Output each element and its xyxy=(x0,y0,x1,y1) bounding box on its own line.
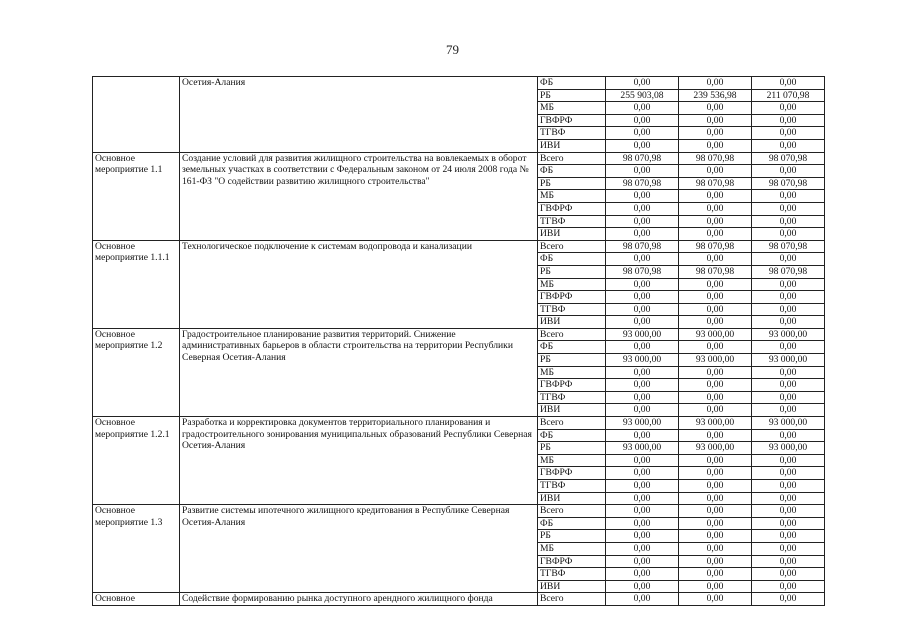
amount-cell-year-3: 0,00 xyxy=(752,77,825,90)
funding-source-cell: РБ xyxy=(538,530,606,543)
table-row xyxy=(93,505,825,518)
amount-cell-year-2: 93 000,00 xyxy=(679,417,752,430)
funding-source-cell: ГВФРФ xyxy=(538,379,606,392)
funding-source-cell: ФБ xyxy=(538,429,606,442)
amount-cell-year-2: 0,00 xyxy=(679,139,752,152)
amount-cell-year-2: 239 536,98 xyxy=(679,89,752,102)
amount-cell-year-1: 0,00 xyxy=(606,228,679,241)
amount-cell-year-3: 0,00 xyxy=(752,202,825,215)
amount-cell-year-1: 93 000,00 xyxy=(606,354,679,367)
amount-cell-year-3: 98 070,98 xyxy=(752,177,825,190)
amount-cell-year-2: 98 070,98 xyxy=(679,177,752,190)
amount-cell-year-1: 0,00 xyxy=(606,190,679,203)
amount-cell-year-2: 0,00 xyxy=(679,505,752,518)
amount-cell-year-1: 93 000,00 xyxy=(606,442,679,455)
amount-cell-year-3: 98 070,98 xyxy=(752,265,825,278)
amount-cell-year-2: 0,00 xyxy=(679,215,752,228)
amount-cell-year-2: 0,00 xyxy=(679,542,752,555)
funding-source-cell: ФБ xyxy=(538,253,606,266)
amount-cell-year-2: 98 070,98 xyxy=(679,240,752,253)
amount-cell-year-3: 0,00 xyxy=(752,127,825,140)
amount-cell-year-1: 0,00 xyxy=(606,593,679,606)
amount-cell-year-3: 0,00 xyxy=(752,165,825,178)
amount-cell-year-3: 93 000,00 xyxy=(752,442,825,455)
amount-cell-year-2: 0,00 xyxy=(679,480,752,493)
amount-cell-year-2: 0,00 xyxy=(679,517,752,530)
table-row xyxy=(93,417,825,430)
amount-cell-year-1: 0,00 xyxy=(606,542,679,555)
activity-title-cell: Разработка и корректировка документов территориального планирования и градостроительного зонирования муниципальных образований Республики Северная Осетия-Алания xyxy=(180,417,538,505)
amount-cell-year-2: 0,00 xyxy=(679,202,752,215)
table-row xyxy=(93,240,825,253)
amount-cell-year-3: 0,00 xyxy=(752,517,825,530)
amount-cell-year-1: 0,00 xyxy=(606,202,679,215)
funding-source-cell: ИВИ xyxy=(538,228,606,241)
funding-source-cell: ИВИ xyxy=(538,316,606,329)
amount-cell-year-2: 0,00 xyxy=(679,530,752,543)
amount-cell-year-1: 0,00 xyxy=(606,341,679,354)
amount-cell-year-2: 0,00 xyxy=(679,379,752,392)
amount-cell-year-3: 0,00 xyxy=(752,593,825,606)
amount-cell-year-3: 0,00 xyxy=(752,379,825,392)
amount-cell-year-1: 0,00 xyxy=(606,580,679,593)
amount-cell-year-1: 0,00 xyxy=(606,505,679,518)
amount-cell-year-1: 0,00 xyxy=(606,114,679,127)
amount-cell-year-1: 0,00 xyxy=(606,139,679,152)
amount-cell-year-3: 0,00 xyxy=(752,580,825,593)
table-row xyxy=(93,593,825,606)
amount-cell-year-3: 0,00 xyxy=(752,404,825,417)
amount-cell-year-1: 0,00 xyxy=(606,480,679,493)
amount-cell-year-2: 0,00 xyxy=(679,316,752,329)
amount-cell-year-3: 0,00 xyxy=(752,568,825,581)
amount-cell-year-2: 0,00 xyxy=(679,190,752,203)
activity-title-cell: Осетия-Алания xyxy=(180,77,538,153)
funding-source-cell: Всего xyxy=(538,505,606,518)
amount-cell-year-1: 0,00 xyxy=(606,555,679,568)
amount-cell-year-1: 93 000,00 xyxy=(606,328,679,341)
amount-cell-year-1: 0,00 xyxy=(606,77,679,90)
amount-cell-year-1: 0,00 xyxy=(606,391,679,404)
amount-cell-year-1: 0,00 xyxy=(606,127,679,140)
amount-cell-year-3: 0,00 xyxy=(752,429,825,442)
amount-cell-year-3: 93 000,00 xyxy=(752,354,825,367)
amount-cell-year-2: 0,00 xyxy=(679,555,752,568)
amount-cell-year-2: 0,00 xyxy=(679,391,752,404)
amount-cell-year-2: 0,00 xyxy=(679,593,752,606)
funding-source-cell: ТГВФ xyxy=(538,480,606,493)
amount-cell-year-1: 93 000,00 xyxy=(606,417,679,430)
funding-source-cell: МБ xyxy=(538,366,606,379)
amount-cell-year-3: 0,00 xyxy=(752,102,825,115)
funding-source-cell: ГВФРФ xyxy=(538,114,606,127)
funding-source-cell: РБ xyxy=(538,354,606,367)
funding-source-cell: МБ xyxy=(538,542,606,555)
amount-cell-year-3: 93 000,00 xyxy=(752,328,825,341)
activity-code-cell: Основное xyxy=(93,593,180,606)
amount-cell-year-3: 211 070,98 xyxy=(752,89,825,102)
amount-cell-year-3: 98 070,98 xyxy=(752,240,825,253)
amount-cell-year-3: 0,00 xyxy=(752,505,825,518)
amount-cell-year-1: 0,00 xyxy=(606,102,679,115)
amount-cell-year-3: 0,00 xyxy=(752,253,825,266)
funding-source-cell: Всего xyxy=(538,152,606,165)
budget-table xyxy=(92,76,825,606)
funding-source-cell: ФБ xyxy=(538,517,606,530)
amount-cell-year-2: 0,00 xyxy=(679,303,752,316)
amount-cell-year-2: 0,00 xyxy=(679,467,752,480)
amount-cell-year-3: 0,00 xyxy=(752,316,825,329)
funding-source-cell: ИВИ xyxy=(538,404,606,417)
amount-cell-year-3: 0,00 xyxy=(752,391,825,404)
amount-cell-year-3: 0,00 xyxy=(752,530,825,543)
funding-source-cell: ТГВФ xyxy=(538,568,606,581)
amount-cell-year-1: 98 070,98 xyxy=(606,152,679,165)
amount-cell-year-2: 98 070,98 xyxy=(679,265,752,278)
amount-cell-year-2: 0,00 xyxy=(679,165,752,178)
amount-cell-year-1: 98 070,98 xyxy=(606,265,679,278)
funding-source-cell: РБ xyxy=(538,89,606,102)
activity-title-cell: Создание условий для развития жилищного строительства на вовлекаемых в оборот земельных участках в соответствии с Федеральным законом от 24 июля 2008 года № 161-ФЗ "О содействии развитию жилищного строительства" xyxy=(180,152,538,240)
funding-source-cell: МБ xyxy=(538,102,606,115)
amount-cell-year-2: 93 000,00 xyxy=(679,354,752,367)
amount-cell-year-3: 0,00 xyxy=(752,139,825,152)
amount-cell-year-3: 0,00 xyxy=(752,215,825,228)
amount-cell-year-2: 0,00 xyxy=(679,253,752,266)
amount-cell-year-1: 0,00 xyxy=(606,530,679,543)
amount-cell-year-3: 0,00 xyxy=(752,555,825,568)
funding-source-cell: ИВИ xyxy=(538,492,606,505)
funding-source-cell: РБ xyxy=(538,177,606,190)
amount-cell-year-1: 0,00 xyxy=(606,429,679,442)
activity-title-cell: Развитие системы ипотечного жилищного кредитования в Республике Северная Осетия-Алания xyxy=(180,505,538,593)
funding-source-cell: ФБ xyxy=(538,77,606,90)
funding-source-cell: ГВФРФ xyxy=(538,202,606,215)
funding-source-cell: ИВИ xyxy=(538,580,606,593)
activity-title-cell: Градостроительное планирование развития территорий. Снижение административных барьеров в области строительства на территории Республики Северная Осетия-Алания xyxy=(180,328,538,416)
amount-cell-year-1: 98 070,98 xyxy=(606,240,679,253)
amount-cell-year-2: 0,00 xyxy=(679,228,752,241)
funding-source-cell: РБ xyxy=(538,442,606,455)
funding-source-cell: ФБ xyxy=(538,341,606,354)
funding-source-cell: МБ xyxy=(538,278,606,291)
amount-cell-year-1: 0,00 xyxy=(606,492,679,505)
activity-code-cell: Основное мероприятие 1.1 xyxy=(93,152,180,240)
page-number: 79 xyxy=(446,42,459,57)
amount-cell-year-3: 93 000,00 xyxy=(752,417,825,430)
amount-cell-year-3: 0,00 xyxy=(752,366,825,379)
amount-cell-year-2: 0,00 xyxy=(679,404,752,417)
amount-cell-year-1: 0,00 xyxy=(606,467,679,480)
amount-cell-year-1: 0,00 xyxy=(606,568,679,581)
amount-cell-year-2: 0,00 xyxy=(679,568,752,581)
amount-cell-year-1: 0,00 xyxy=(606,215,679,228)
amount-cell-year-2: 93 000,00 xyxy=(679,442,752,455)
amount-cell-year-2: 98 070,98 xyxy=(679,152,752,165)
funding-source-cell: Всего xyxy=(538,593,606,606)
activity-title-cell: Содействие формированию рынка доступного арендного жилищного фонда xyxy=(180,593,538,606)
funding-source-cell: ТГВФ xyxy=(538,127,606,140)
activity-code-cell: Основное мероприятие 1.2 xyxy=(93,328,180,416)
funding-source-cell: МБ xyxy=(538,190,606,203)
amount-cell-year-1: 0,00 xyxy=(606,366,679,379)
funding-source-cell: ИВИ xyxy=(538,139,606,152)
amount-cell-year-2: 0,00 xyxy=(679,366,752,379)
amount-cell-year-1: 0,00 xyxy=(606,404,679,417)
amount-cell-year-3: 0,00 xyxy=(752,278,825,291)
amount-cell-year-1: 0,00 xyxy=(606,165,679,178)
amount-cell-year-1: 255 903,08 xyxy=(606,89,679,102)
funding-source-cell: Всего xyxy=(538,240,606,253)
funding-source-cell: ТГВФ xyxy=(538,215,606,228)
amount-cell-year-3: 98 070,98 xyxy=(752,152,825,165)
funding-source-cell: ТГВФ xyxy=(538,391,606,404)
amount-cell-year-2: 0,00 xyxy=(679,454,752,467)
amount-cell-year-3: 0,00 xyxy=(752,492,825,505)
table-row xyxy=(93,152,825,165)
amount-cell-year-2: 0,00 xyxy=(679,291,752,304)
activity-code-cell: Основное мероприятие 1.3 xyxy=(93,505,180,593)
amount-cell-year-2: 0,00 xyxy=(679,429,752,442)
amount-cell-year-1: 0,00 xyxy=(606,379,679,392)
amount-cell-year-2: 0,00 xyxy=(679,114,752,127)
budget-table-body xyxy=(93,77,825,606)
amount-cell-year-1: 0,00 xyxy=(606,278,679,291)
amount-cell-year-2: 0,00 xyxy=(679,77,752,90)
amount-cell-year-3: 0,00 xyxy=(752,303,825,316)
amount-cell-year-3: 0,00 xyxy=(752,114,825,127)
amount-cell-year-2: 0,00 xyxy=(679,492,752,505)
amount-cell-year-1: 0,00 xyxy=(606,517,679,530)
amount-cell-year-3: 0,00 xyxy=(752,454,825,467)
activity-title-cell: Технологическое подключение к системам водопровода и канализации xyxy=(180,240,538,328)
activity-code-cell: Основное мероприятие 1.2.1 xyxy=(93,417,180,505)
amount-cell-year-1: 0,00 xyxy=(606,454,679,467)
amount-cell-year-3: 0,00 xyxy=(752,480,825,493)
funding-source-cell: ТГВФ xyxy=(538,303,606,316)
amount-cell-year-3: 0,00 xyxy=(752,228,825,241)
amount-cell-year-3: 0,00 xyxy=(752,291,825,304)
table-row xyxy=(93,328,825,341)
amount-cell-year-2: 0,00 xyxy=(679,278,752,291)
amount-cell-year-3: 0,00 xyxy=(752,190,825,203)
funding-source-cell: Всего xyxy=(538,328,606,341)
amount-cell-year-1: 98 070,98 xyxy=(606,177,679,190)
amount-cell-year-2: 93 000,00 xyxy=(679,328,752,341)
amount-cell-year-3: 0,00 xyxy=(752,341,825,354)
funding-source-cell: ГВФРФ xyxy=(538,467,606,480)
amount-cell-year-2: 0,00 xyxy=(679,102,752,115)
amount-cell-year-3: 0,00 xyxy=(752,542,825,555)
amount-cell-year-2: 0,00 xyxy=(679,127,752,140)
activity-code-cell xyxy=(93,77,180,153)
activity-code-cell: Основное мероприятие 1.1.1 xyxy=(93,240,180,328)
amount-cell-year-1: 0,00 xyxy=(606,316,679,329)
amount-cell-year-3: 0,00 xyxy=(752,467,825,480)
funding-source-cell: ГВФРФ xyxy=(538,555,606,568)
amount-cell-year-2: 0,00 xyxy=(679,580,752,593)
funding-source-cell: ФБ xyxy=(538,165,606,178)
amount-cell-year-2: 0,00 xyxy=(679,341,752,354)
table-row xyxy=(93,77,825,90)
funding-source-cell: МБ xyxy=(538,454,606,467)
amount-cell-year-1: 0,00 xyxy=(606,291,679,304)
funding-source-cell: РБ xyxy=(538,265,606,278)
amount-cell-year-1: 0,00 xyxy=(606,253,679,266)
funding-source-cell: ГВФРФ xyxy=(538,291,606,304)
funding-source-cell: Всего xyxy=(538,417,606,430)
amount-cell-year-1: 0,00 xyxy=(606,303,679,316)
